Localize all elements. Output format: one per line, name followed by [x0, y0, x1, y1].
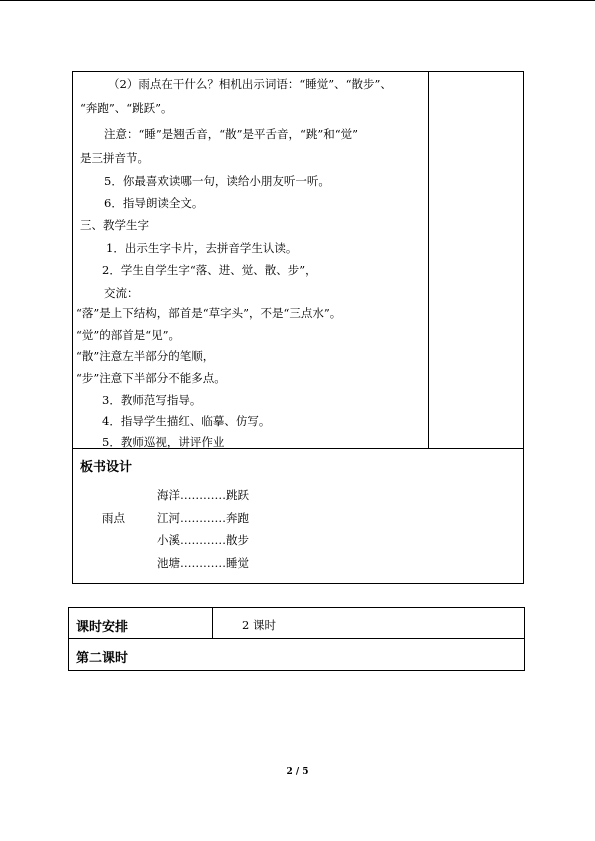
board-center-word: 雨点	[102, 511, 125, 525]
lesson-line: （2）雨点在干什么？相机出示词语：“睡觉”、“散步”、	[108, 77, 392, 91]
top-rule	[0, 0, 595, 1]
schedule-value: 2 课时	[242, 618, 276, 632]
lesson-line: 交流：	[104, 286, 139, 300]
lesson-line: 注意：“睡”是翘舌音，“散”是平舌音，“跳”和“觉”	[104, 127, 359, 141]
schedule-row-divider	[68, 638, 525, 639]
table-column-divider	[428, 71, 429, 448]
board-title: 板书设计	[80, 460, 133, 475]
lesson-line: 4．指导学生描红、临摹、仿写。	[102, 414, 271, 428]
lesson-line: 5．教师巡视，讲评作业	[102, 435, 225, 449]
lesson-line: 2．学生自学生字“落、进、觉、散、步”，	[102, 263, 317, 277]
schedule-label: 课时安排	[76, 620, 129, 635]
board-line: 小溪…………散步	[157, 533, 249, 547]
schedule-column-divider	[212, 607, 213, 638]
second-lesson-label: 第二课时	[76, 651, 129, 666]
lesson-line: “奔跑”、“跳跃”。	[80, 101, 173, 115]
lesson-line: 三、教学生字	[80, 218, 149, 232]
schedule-table	[68, 607, 525, 671]
lesson-line: 是三拼音节。	[80, 151, 149, 165]
lesson-line: “落”是上下结构，部首是“草字头”，不是“三点水”。	[76, 306, 342, 320]
board-line: 池塘…………睡觉	[157, 556, 249, 570]
lesson-line: “步”注意下半部分不能多点。	[76, 371, 226, 385]
lesson-line: 6．指导朗读全文。	[104, 196, 204, 210]
lesson-line: 3．教师范写指导。	[102, 393, 202, 407]
lesson-line: 5．你最喜欢读哪一句，读给小朋友听一听。	[104, 174, 330, 188]
lesson-line: 1．出示生字卡片，去拼音学生认读。	[106, 241, 298, 255]
board-line: 海洋…………跳跃	[157, 488, 249, 502]
board-line: 江河…………奔跑	[157, 511, 249, 525]
page-number: 2 / 5	[286, 767, 309, 777]
lesson-line: “觉”的部首是“见”。	[76, 328, 181, 342]
lesson-line: “散”注意左半部分的笔顺，	[76, 349, 215, 363]
